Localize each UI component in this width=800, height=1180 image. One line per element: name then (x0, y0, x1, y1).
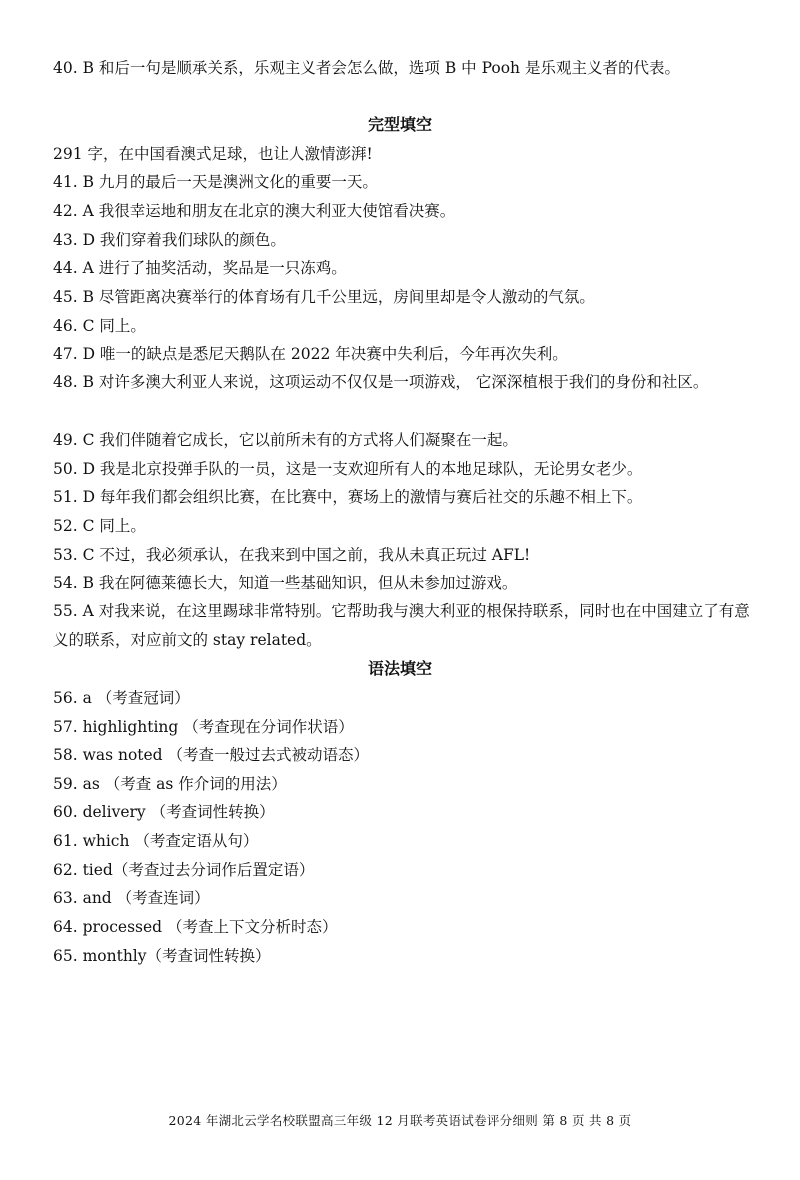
answer-49: 49. C 我们伴随着它成长，它以前所未有的方式将人们凝聚在一起。 (53, 431, 518, 449)
answer-60: 60. delivery （考查词性转换） (53, 803, 275, 821)
grammar-heading: 语法填空 (367, 659, 432, 678)
answer-62: 62. tied（考查过去分词作后置定语） (53, 861, 315, 879)
answer-53: 53. C 不过，我必须承认，在我来到中国之前，我从未真正玩过 AFL! (53, 546, 531, 564)
cloze-heading: 完型填空 (367, 115, 432, 134)
answer-59: 59. as （考查 as 作介词的用法） (53, 775, 287, 793)
answer-48: 48. B 对许多澳大利亚人来说，这项运动不仅仅是一项游戏， 它深深植根于我们的身份和社区。 (53, 373, 709, 391)
answer-57: 57. highlighting （考查现在分词作状语） (53, 718, 354, 736)
answer-46: 46. C 同上。 (53, 317, 146, 335)
answer-44: 44. A 进行了抽奖活动，奖品是一只冻鸡。 (53, 259, 347, 277)
answer-64: 64. processed （考查上下文分析时态） (53, 918, 338, 936)
answer-56: 56. a （考查冠词） (53, 689, 190, 707)
answer-43: 43. D 我们穿着我们球队的颜色。 (53, 231, 286, 249)
answer-52: 52. C 同上。 (53, 517, 146, 535)
cloze-word-count: 291 字，在中国看澳式足球，也让人激情澎湃! (53, 145, 373, 163)
answer-61: 61. which （考查定语从句） (53, 832, 259, 850)
page-footer: 2024 年湖北云学名校联盟高三年级 12 月联考英语试卷评分细则 第 8 页 共 8 页 (168, 1113, 632, 1128)
answer-41: 41. B 九月的最后一天是澳洲文化的重要一天。 (53, 173, 378, 191)
answer-54: 54. B 我在阿德莱德长大，知道一些基础知识，但从未参加过游戏。 (53, 574, 518, 592)
answer-51: 51. D 每年我们都会组织比赛，在比赛中，赛场上的激情与赛后社交的乐趣不相上下。 (53, 488, 643, 506)
answer-63: 63. and （考查连词） (53, 889, 210, 907)
answer-45: 45. B 尽管距离决赛举行的体育场有几千公里远，房间里却是令人激动的气氛。 (53, 288, 595, 306)
answer-42: 42. A 我很幸运地和朋友在北京的澳大利亚大使馆看决赛。 (53, 202, 456, 220)
answer-40: 40. B 和后一句是顺承关系，乐观主义者会怎么做，选项 B 中 Pooh 是乐观主义者的代表。 (53, 59, 680, 77)
answer-58: 58. was noted （考查一般过去式被动语态） (53, 746, 370, 764)
answer-55: 55. A 对我来说，在这里踢球非常特别。它帮助我与澳大利亚的根保持联系，同时也在中国建立了有意义的联系，对应前文的 stay related。 (53, 602, 750, 649)
answer-65: 65. monthly（考查词性转换） (53, 947, 271, 965)
answer-50: 50. D 我是北京投弹手队的一员，这是一支欢迎所有人的本地足球队，无论男女老少。 (53, 460, 643, 478)
answer-47: 47. D 唯一的缺点是悉尼天鹅队在 2022 年决赛中失利后，今年再次失利。 (53, 345, 568, 363)
